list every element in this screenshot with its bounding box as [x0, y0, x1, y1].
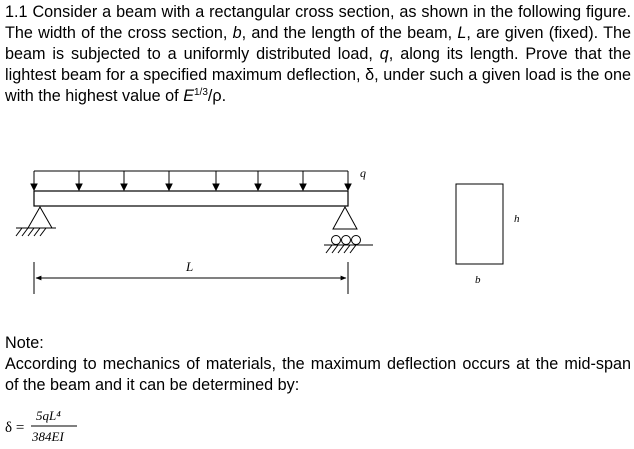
var-q: q [379, 45, 389, 63]
cross-section [456, 184, 503, 264]
note-heading: Note: [5, 334, 44, 352]
load-arrows [31, 171, 351, 190]
length-label: L [186, 259, 194, 274]
problem-statement [5, 2, 631, 107]
var-L: L [457, 24, 467, 42]
formula-lhs: δ = [5, 420, 25, 436]
deflection-formula [5, 406, 115, 446]
note-body: According to mechanics of materials, the maximum deflection occurs at the mid-span of the beam and it can be determined by: [5, 355, 631, 394]
formula-numerator: 5qL⁴ [36, 408, 61, 423]
var-b: b [232, 24, 242, 42]
beam-figure [0, 150, 634, 310]
width-label: b [475, 274, 481, 286]
problem-paragraph: 1.1 Consider a beam with a rectangular cross section, as shown in the following figure. The width of the cross section, b, and the length of the beam, L, are given (fixed). The beam is subjected to a uniformly distributed load, q, along its length. Prove that the lightest beam for a specified maximum deflection, δ, under such a given load is the one with the highest value of $E^{1/3}/\rho$. [5, 3, 632, 105]
formula-denominator: 384EI [32, 429, 64, 444]
beam [34, 191, 348, 206]
var-E: E [183, 87, 194, 105]
pin-support [16, 207, 56, 236]
problem-number: 1.1 [5, 3, 28, 21]
exponent: 1/3 [194, 87, 208, 98]
load-label: q [360, 166, 366, 180]
note-section [5, 333, 631, 396]
height-label: h [514, 213, 520, 225]
roller-support [324, 207, 373, 253]
